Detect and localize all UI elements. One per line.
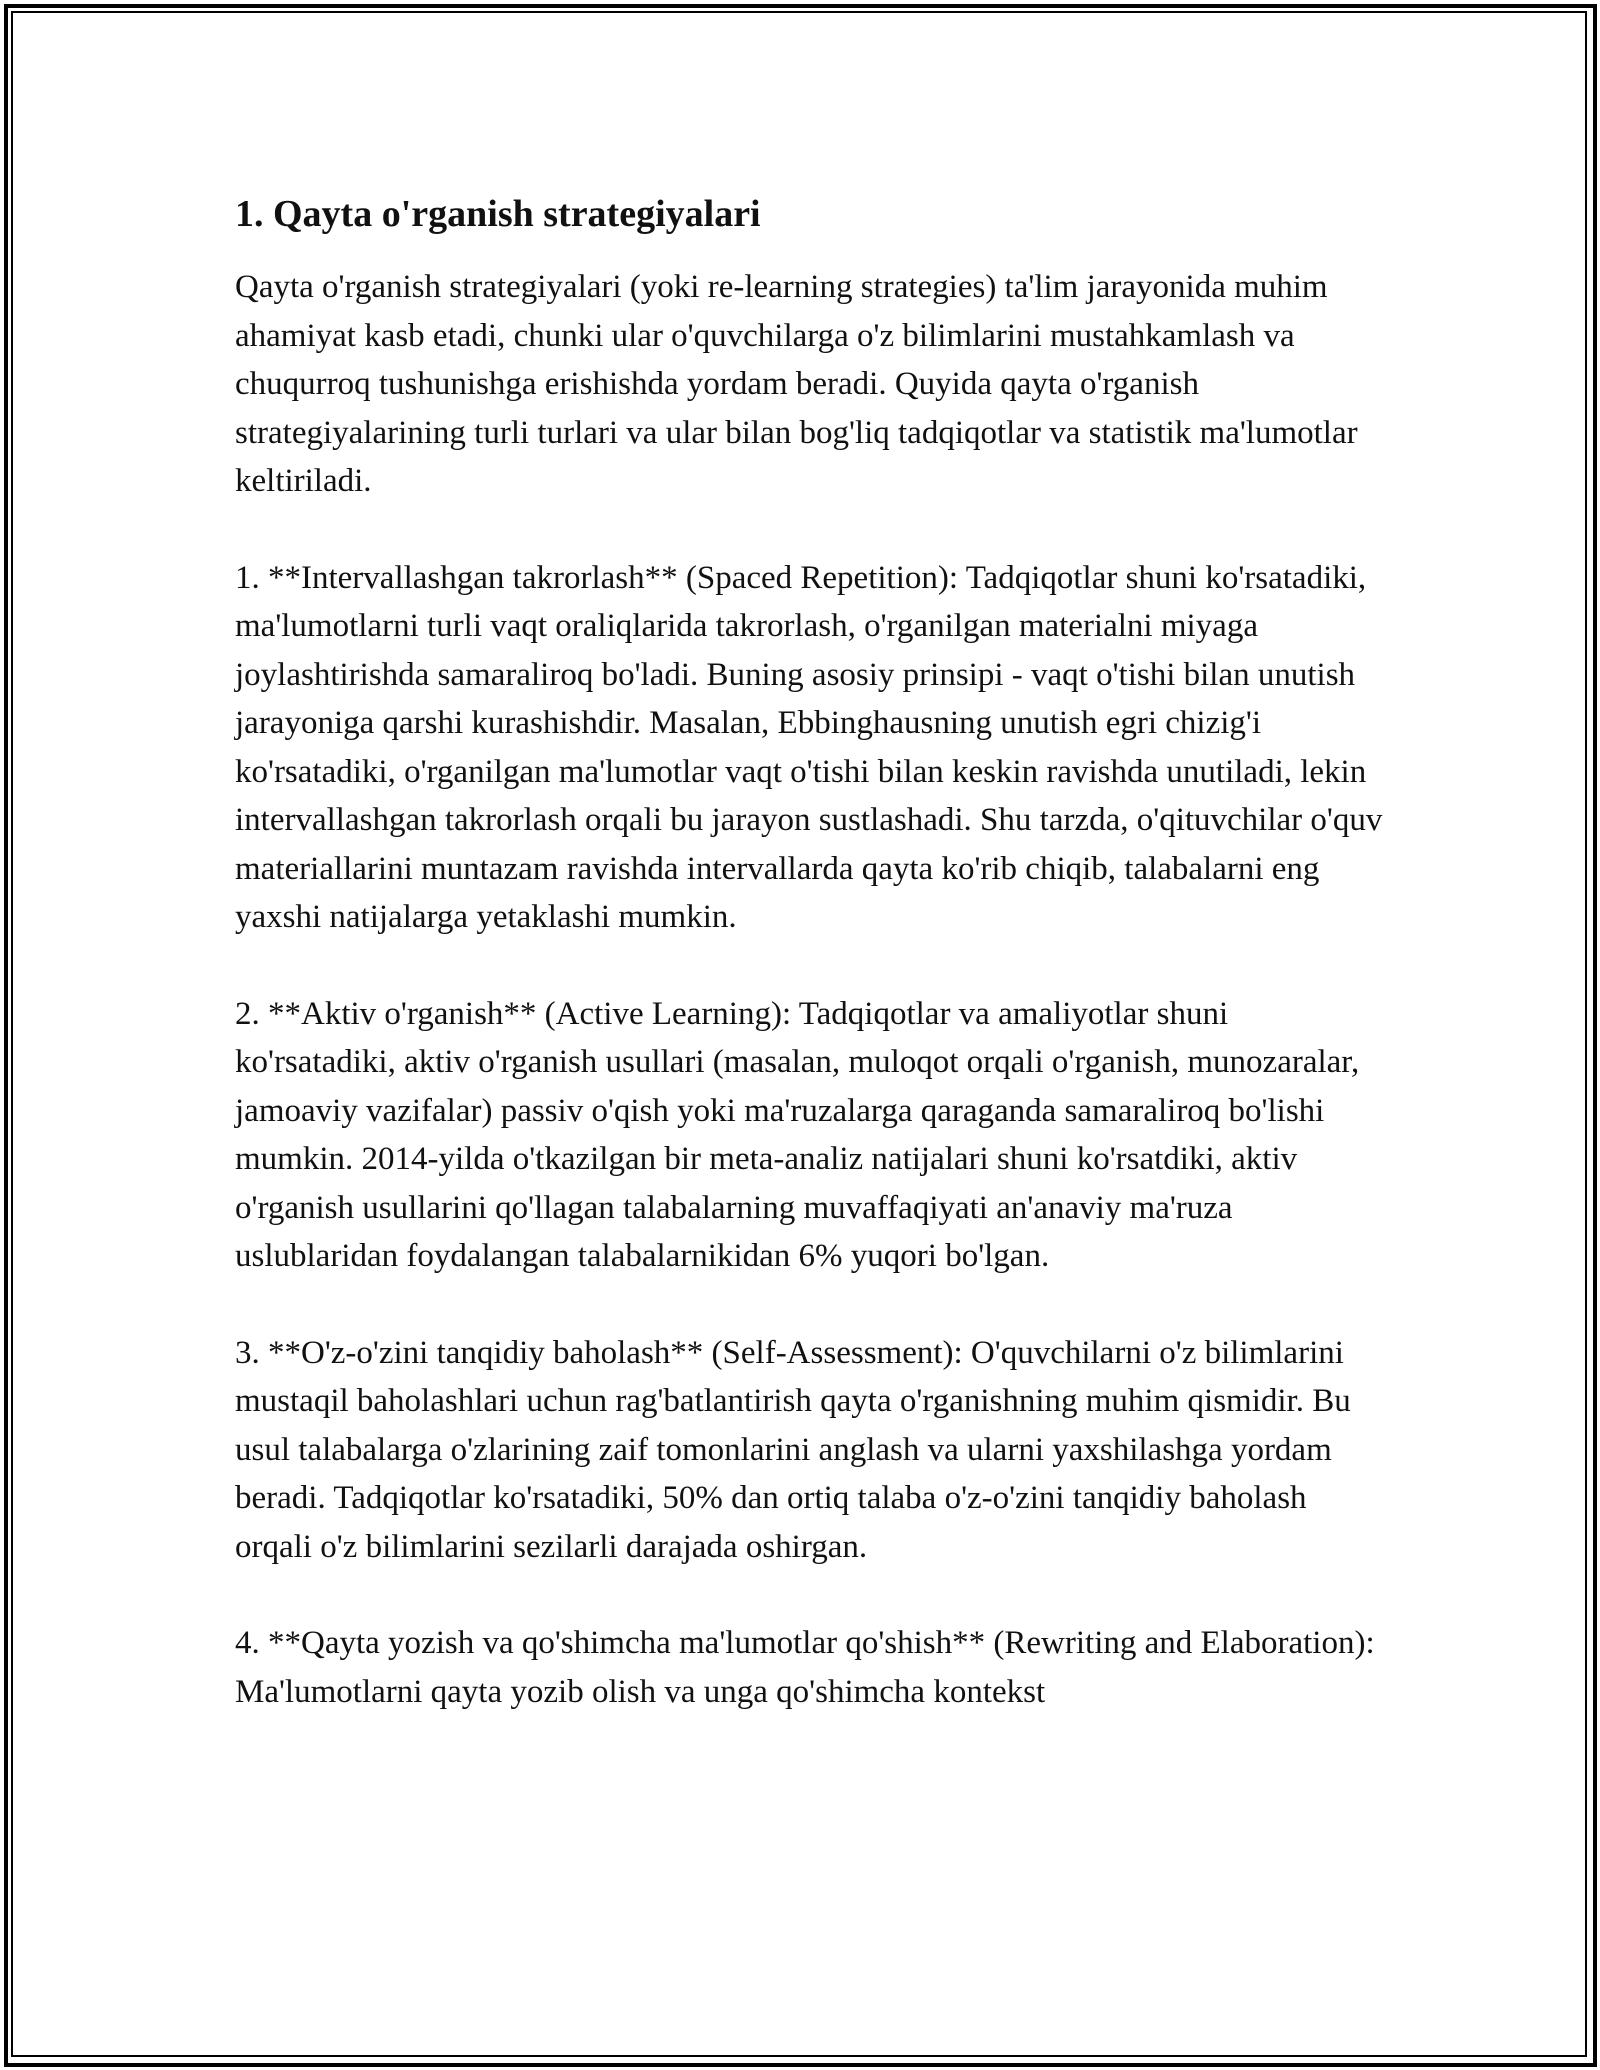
paragraph-spaced-repetition: 1. **Intervallashgan takrorlash** (Spaced Repetition): Tadqiqotlar shuni ko'rsatadiki, ma'lumotlarni turli vaqt oraliqlarida takrorlash, o'rganilgan materialni miyaga joylashtirishda samaraliroq bo'ladi. Buning asosiy prinsipi - vaqt o'tishi bilan unutish jarayoniga qarshi kurashishdir. Masalan, Ebbinghausning unutish egri chizig'i ko'rsatadiki, o'rganilgan ma'lumotlar vaqt o'tishi bilan keskin ravishda unutiladi, lekin intervallashgan takrorlash orqali bu jarayon sustlashadi. Shu tarzda, o'qituvchilar o'quv materiallarini muntazam ravishda intervallarda qayta ko'rib chiqib, talabalarni eng yaxshi natijalarga yetaklashi mumkin. [235, 559, 1383, 935]
document-body [235, 188, 1385, 1764]
paragraph-active-learning: 2. **Aktiv o'rganish** (Active Learning): Tadqiqotlar va amaliyotlar shuni ko'rsatadiki, aktiv o'rganish usullari (masalan, muloqot orqali o'rganish, munozaralar, jamoaviy vazifalar) passiv o'qish yoki ma'ruzalarga qaraganda samaraliroq bo'lishi mumkin. 2014-yilda o'tkazilgan bir meta-analiz natijalari shuni ko'rsatdiki, aktiv o'rganish usullarini qo'llagan talabalarning muvaffaqiyati an'anaviy ma'ruza uslublaridan foydalangan talabalarnikidan 6% yuqori bo'lgan. [235, 995, 1360, 1274]
paragraph-rewriting-elaboration: 4. **Qayta yozish va qo'shimcha ma'lumotlar qo'shish** (Rewriting and Elaboration): Ma'lumotlarni qayta yozib olish va unga qo'shimcha kontekst [235, 1625, 1375, 1710]
section-heading: 1. Qayta o'rganish strategiyalari [235, 193, 761, 235]
paragraph-self-assessment: 3. **O'z-o'zini tanqidiy baholash** (Self-Assessment): O'quvchilarni o'z bilimlarini mustaqil baholashlari uchun rag'batlantirish qayta o'rganishning muhim qismidir. Bu usul talabalarga o'zlarining zaif tomonlarini anglash va ularni yaxshilashga yordam beradi. Tadqiqotlar ko'rsatadiki, 50% dan ortiq talaba o'z-o'zini tanqidiy baholash orqali o'z bilimlarini sezilarli darajada oshirgan. [235, 1334, 1351, 1565]
intro-paragraph: Qayta o'rganish strategiyalari (yoki re-learning strategies) ta'lim jarayonida muhim ahamiyat kasb etadi, chunki ular o'quvchilarga o'z bilimlarini mustahkamlash va chuqurroq tushunishga erishishda yordam beradi. Quyida qayta o'rganish strategiyalarining turli turlari va ular bilan bog'liq tadqiqotlar va statistik ma'lumotlar keltiriladi. [235, 269, 1358, 499]
